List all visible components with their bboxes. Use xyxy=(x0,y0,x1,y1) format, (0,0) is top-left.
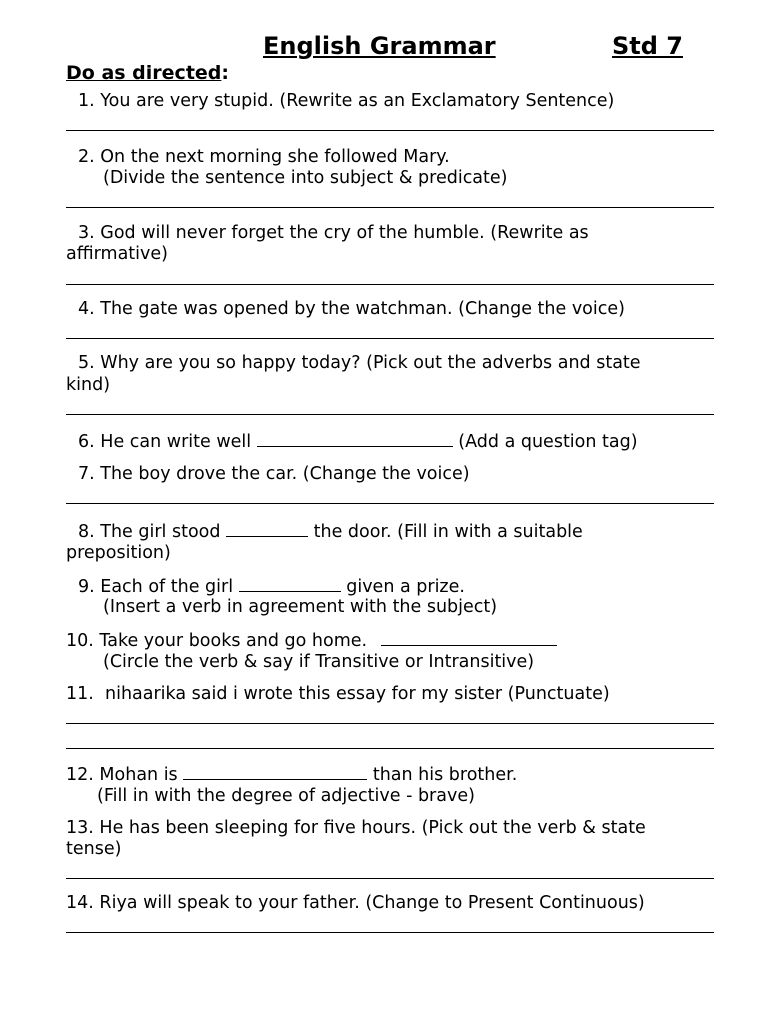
question-instruction: (Add a question tag) xyxy=(458,432,638,452)
answer-line[interactable] xyxy=(66,878,714,879)
question-number: 2. xyxy=(78,147,95,167)
question-text-end: given a prize. xyxy=(346,577,465,597)
question-8 xyxy=(66,520,716,543)
question-number: 4. xyxy=(78,299,95,319)
fill-blank[interactable] xyxy=(226,520,308,537)
answer-line[interactable] xyxy=(66,503,714,504)
question-text: nihaarika said i wrote this essay for my sister (Punctuate) xyxy=(99,684,610,704)
question-number: 14. xyxy=(66,893,94,913)
question-text: He can write well xyxy=(100,432,252,452)
question-12 xyxy=(66,763,716,786)
standard-label: Std 7 xyxy=(612,32,683,60)
question-continuation: affirmative) xyxy=(66,244,168,264)
question-number: 7. xyxy=(78,464,95,484)
question-number: 12. xyxy=(66,765,94,785)
question-text: On the next morning she followed Mary. xyxy=(100,147,450,167)
question-instruction: (Fill in with the degree of adjective - brave) xyxy=(97,786,475,806)
question-text: You are very stupid. (Rewrite as an Exclamatory Sentence) xyxy=(100,91,615,111)
question-continuation: kind) xyxy=(66,375,111,395)
question-number: 6. xyxy=(78,432,95,452)
question-9 xyxy=(66,575,716,598)
question-13 xyxy=(66,817,716,839)
question-10 xyxy=(66,629,716,652)
question-instruction: the door. (Fill in with a suitable xyxy=(313,522,583,542)
answer-line[interactable] xyxy=(66,414,714,415)
question-number: 9. xyxy=(78,577,95,597)
question-number: 1. xyxy=(78,91,95,111)
question-11 xyxy=(66,683,716,705)
instruction-text: Do as directed xyxy=(66,62,222,84)
page-title: English Grammar xyxy=(263,32,496,60)
question-text: The gate was opened by the watchman. (Change the voice) xyxy=(100,299,625,319)
fill-blank[interactable] xyxy=(381,629,557,646)
answer-line[interactable] xyxy=(66,723,714,724)
question-number: 5. xyxy=(78,353,95,373)
question-7 xyxy=(66,463,716,485)
answer-line[interactable] xyxy=(66,748,714,749)
question-2 xyxy=(66,146,716,168)
answer-line[interactable] xyxy=(66,207,714,208)
question-text: Why are you so happy today? (Pick out the adverbs and state xyxy=(100,353,641,373)
question-text: Take your books and go home. xyxy=(99,631,368,651)
question-text: He has been sleeping for five hours. (Pick out the verb & state xyxy=(99,818,646,838)
answer-line[interactable] xyxy=(66,130,714,131)
question-number: 10. xyxy=(66,631,94,651)
question-text: The girl stood xyxy=(100,522,221,542)
question-continuation: tense) xyxy=(66,839,122,859)
question-text: The boy drove the car. (Change the voice) xyxy=(100,464,470,484)
question-1 xyxy=(66,90,716,112)
question-instruction: (Insert a verb in agreement with the subject) xyxy=(103,597,498,617)
fill-blank[interactable] xyxy=(183,763,367,780)
answer-line[interactable] xyxy=(66,284,714,285)
question-6 xyxy=(66,430,716,453)
question-number: 8. xyxy=(78,522,95,542)
answer-line[interactable] xyxy=(66,338,714,339)
question-number: 11. xyxy=(66,684,94,704)
question-continuation: preposition) xyxy=(66,543,171,563)
question-text: Mohan is xyxy=(99,765,178,785)
question-text: Each of the girl xyxy=(100,577,234,597)
instruction-heading xyxy=(66,62,229,84)
answer-line[interactable] xyxy=(66,932,714,933)
question-instruction: (Divide the sentence into subject & predicate) xyxy=(103,168,508,188)
question-4 xyxy=(66,298,716,320)
question-instruction: (Circle the verb & say if Transitive or Intransitive) xyxy=(103,652,535,672)
question-number: 13. xyxy=(66,818,94,838)
fill-blank[interactable] xyxy=(257,430,453,447)
question-text-end: than his brother. xyxy=(372,765,518,785)
question-text: God will never forget the cry of the humble. (Rewrite as xyxy=(100,223,589,243)
question-number: 3. xyxy=(78,223,95,243)
question-3 xyxy=(66,222,716,244)
question-14 xyxy=(66,892,716,914)
instruction-colon: : xyxy=(221,62,229,84)
fill-blank[interactable] xyxy=(239,575,341,592)
question-5 xyxy=(66,352,716,374)
question-text: Riya will speak to your father. (Change to Present Continuous) xyxy=(99,893,645,913)
